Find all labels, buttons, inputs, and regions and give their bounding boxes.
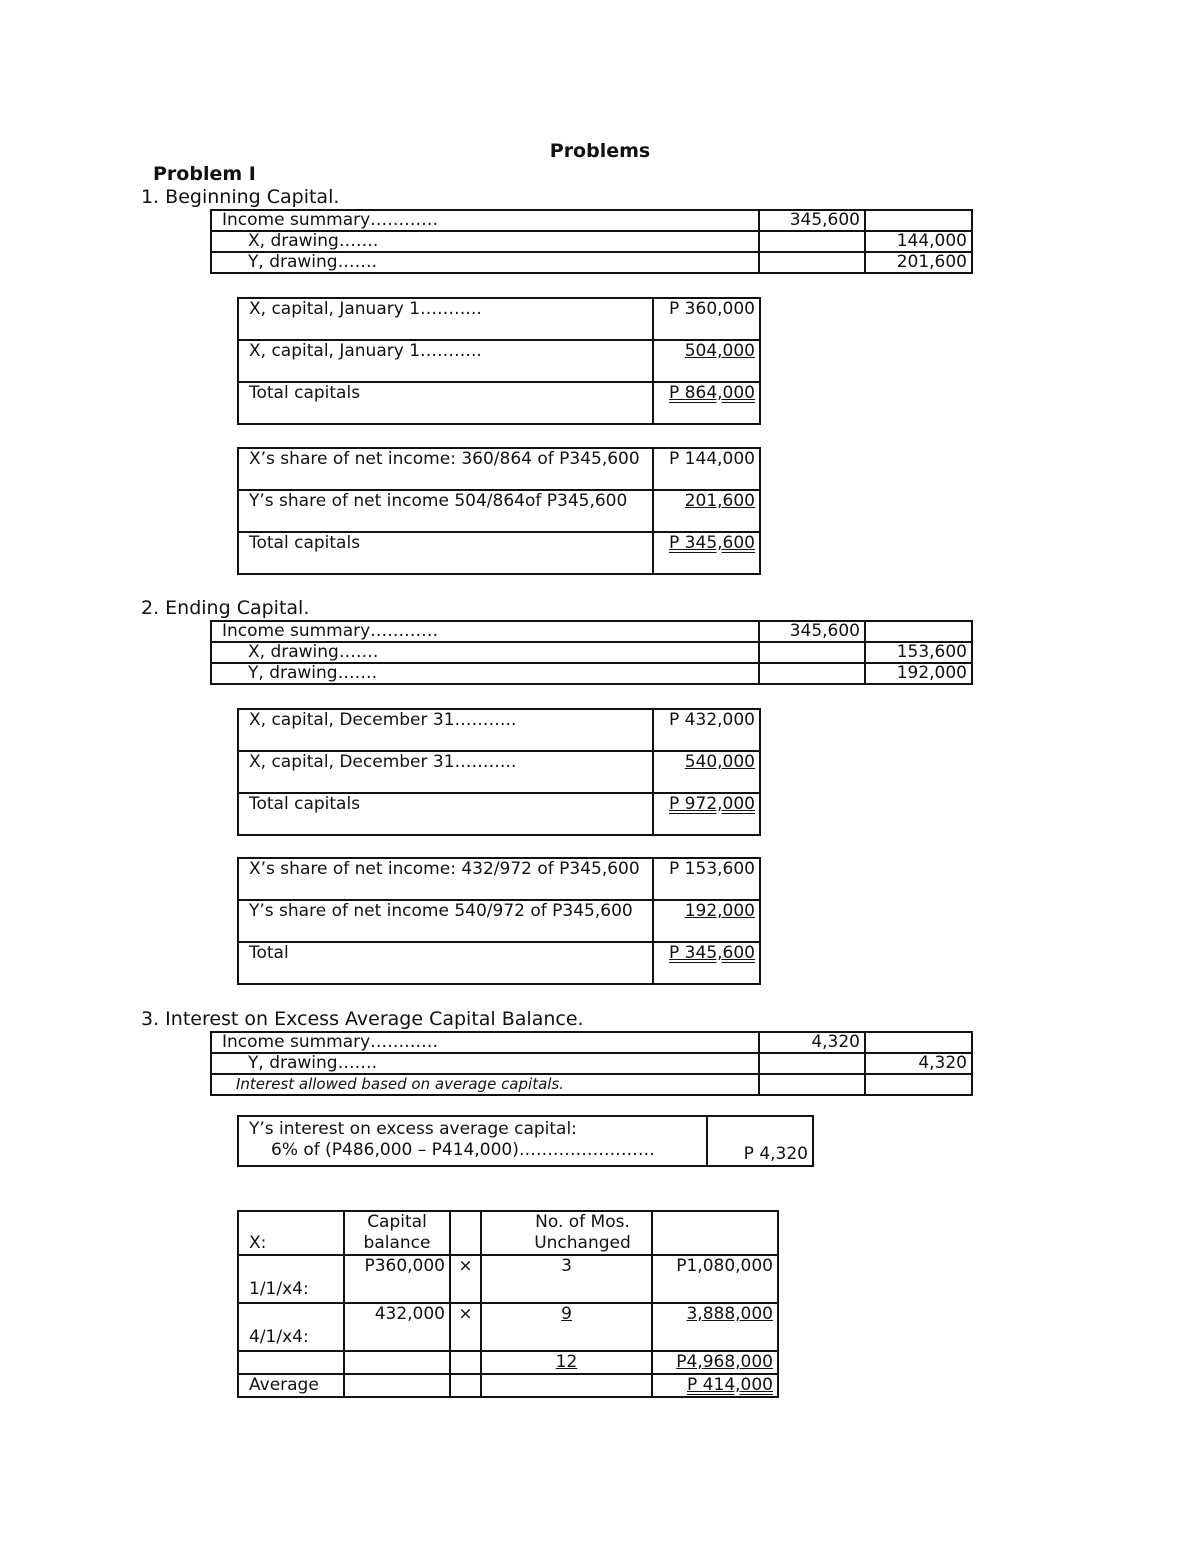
header-x: X: (238, 1211, 344, 1255)
je-account: X, drawing……. (211, 642, 759, 663)
s3-interest-table (237, 1115, 814, 1167)
empty-cell (865, 1074, 972, 1095)
capital-value: P 864,000 (653, 382, 760, 424)
je-debit: 345,600 (759, 210, 865, 231)
table-row (211, 1053, 972, 1074)
je-note: Interest allowed based on average capitals. (211, 1074, 759, 1095)
share-label: X’s share of net income: 432/972 of P345,600 (238, 858, 653, 900)
capital-value: P 432,000 (653, 709, 760, 751)
capital-label: X, capital, January 1……….. (238, 298, 653, 340)
table-row (211, 210, 972, 231)
je-credit: 201,600 (865, 252, 972, 273)
row-balance: 432,000 (344, 1303, 450, 1351)
table-row (211, 1074, 972, 1095)
table-row (238, 900, 760, 942)
total-months: 12 (481, 1351, 652, 1374)
share-value: 201,600 (653, 490, 760, 532)
share-value: P 345,600 (653, 942, 760, 984)
interest-value: P 4,320 (707, 1116, 813, 1166)
row-balance: P360,000 (344, 1255, 450, 1303)
je-credit: 153,600 (865, 642, 972, 663)
average-capital-table (237, 1210, 779, 1398)
section-3-heading: 3. Interest on Excess Average Capital Balance. (141, 1008, 584, 1030)
empty-cell (450, 1374, 481, 1397)
je-debit: 4,320 (759, 1032, 865, 1053)
average-value: P 414,000 (652, 1374, 778, 1397)
problem-title: Problem I (153, 163, 256, 185)
je-credit: 192,000 (865, 663, 972, 684)
je-account: Income summary………… (211, 1032, 759, 1053)
table-row (238, 1116, 813, 1166)
header-capital-balance: Capital balance (344, 1211, 450, 1255)
table-row (238, 448, 760, 490)
empty-cell (344, 1374, 450, 1397)
empty-cell (450, 1211, 481, 1255)
s2-journal-entry (210, 620, 973, 685)
table-row (211, 621, 972, 642)
s1-capitals-table (237, 297, 761, 425)
section-2-heading: 2. Ending Capital. (141, 597, 310, 619)
table-row (238, 1303, 778, 1351)
je-credit (865, 621, 972, 642)
row-date: 4/1/x4: (238, 1303, 344, 1351)
capital-label: X, capital, December 31……….. (238, 709, 653, 751)
share-label: Total capitals (238, 532, 653, 574)
table-row (238, 532, 760, 574)
capital-value: P 360,000 (653, 298, 760, 340)
capital-label: X, capital, January 1……….. (238, 340, 653, 382)
table-row (238, 942, 760, 984)
table-row (238, 709, 760, 751)
table-row (238, 382, 760, 424)
je-account: Y, drawing……. (211, 663, 759, 684)
empty-cell (344, 1351, 450, 1374)
je-account: Y, drawing……. (211, 1053, 759, 1074)
row-product: 3,888,000 (652, 1303, 778, 1351)
je-debit (759, 1053, 865, 1074)
je-credit: 144,000 (865, 231, 972, 252)
table-row (238, 1374, 778, 1397)
interest-line-2: 6% of (P486,000 – P414,000)…………………… (271, 1140, 655, 1160)
table-row (238, 340, 760, 382)
table-row (238, 858, 760, 900)
je-account: Y, drawing……. (211, 252, 759, 273)
capital-label: X, capital, December 31……….. (238, 751, 653, 793)
share-value: P 144,000 (653, 448, 760, 490)
total-product: P4,968,000 (652, 1351, 778, 1374)
je-debit (759, 642, 865, 663)
s2-capitals-table (237, 708, 761, 836)
empty-cell (238, 1351, 344, 1374)
je-credit (865, 210, 972, 231)
page-title: Problems (549, 140, 651, 162)
je-credit: 4,320 (865, 1053, 972, 1074)
je-account: X, drawing……. (211, 231, 759, 252)
capital-value: 540,000 (653, 751, 760, 793)
je-debit (759, 663, 865, 684)
empty-cell (652, 1211, 778, 1255)
capital-label: Total capitals (238, 382, 653, 424)
section-1-heading: 1. Beginning Capital. (141, 186, 340, 208)
s1-journal-entry (210, 209, 973, 274)
je-account: Income summary………… (211, 210, 759, 231)
je-debit (759, 231, 865, 252)
share-label: Total (238, 942, 653, 984)
table-row (211, 642, 972, 663)
je-debit (759, 252, 865, 273)
interest-description (238, 1116, 707, 1166)
header-months: No. of Mos. Unchanged (481, 1211, 652, 1255)
share-value: P 153,600 (653, 858, 760, 900)
table-row (211, 252, 972, 273)
table-row (238, 1351, 778, 1374)
empty-cell (759, 1074, 865, 1095)
share-label: X’s share of net income: 360/864 of P345,600 (238, 448, 653, 490)
multiply-icon: × (450, 1255, 481, 1303)
row-product: P1,080,000 (652, 1255, 778, 1303)
empty-cell (450, 1351, 481, 1374)
table-row (238, 298, 760, 340)
table-row (238, 1255, 778, 1303)
capital-label: Total capitals (238, 793, 653, 835)
je-debit: 345,600 (759, 621, 865, 642)
interest-line-1: Y’s interest on excess average capital: (249, 1119, 577, 1139)
table-row (211, 1032, 972, 1053)
table-row (238, 793, 760, 835)
je-credit (865, 1032, 972, 1053)
table-row (211, 231, 972, 252)
row-date: 1/1/x4: (238, 1255, 344, 1303)
s1-shares-table (237, 447, 761, 575)
table-row (238, 751, 760, 793)
s3-journal-entry (210, 1031, 973, 1096)
capital-value: P 972,000 (653, 793, 760, 835)
s2-shares-table (237, 857, 761, 985)
share-value: 192,000 (653, 900, 760, 942)
share-value: P 345,600 (653, 532, 760, 574)
share-label: Y’s share of net income 540/972 of P345,600 (238, 900, 653, 942)
row-months: 3 (481, 1255, 652, 1303)
share-label: Y’s share of net income 504/864of P345,600 (238, 490, 653, 532)
table-row (238, 1211, 778, 1255)
je-account: Income summary………… (211, 621, 759, 642)
empty-cell (481, 1374, 652, 1397)
average-label: Average (238, 1374, 344, 1397)
row-months: 9 (481, 1303, 652, 1351)
multiply-icon: × (450, 1303, 481, 1351)
capital-value: 504,000 (653, 340, 760, 382)
table-row (211, 663, 972, 684)
table-row (238, 490, 760, 532)
